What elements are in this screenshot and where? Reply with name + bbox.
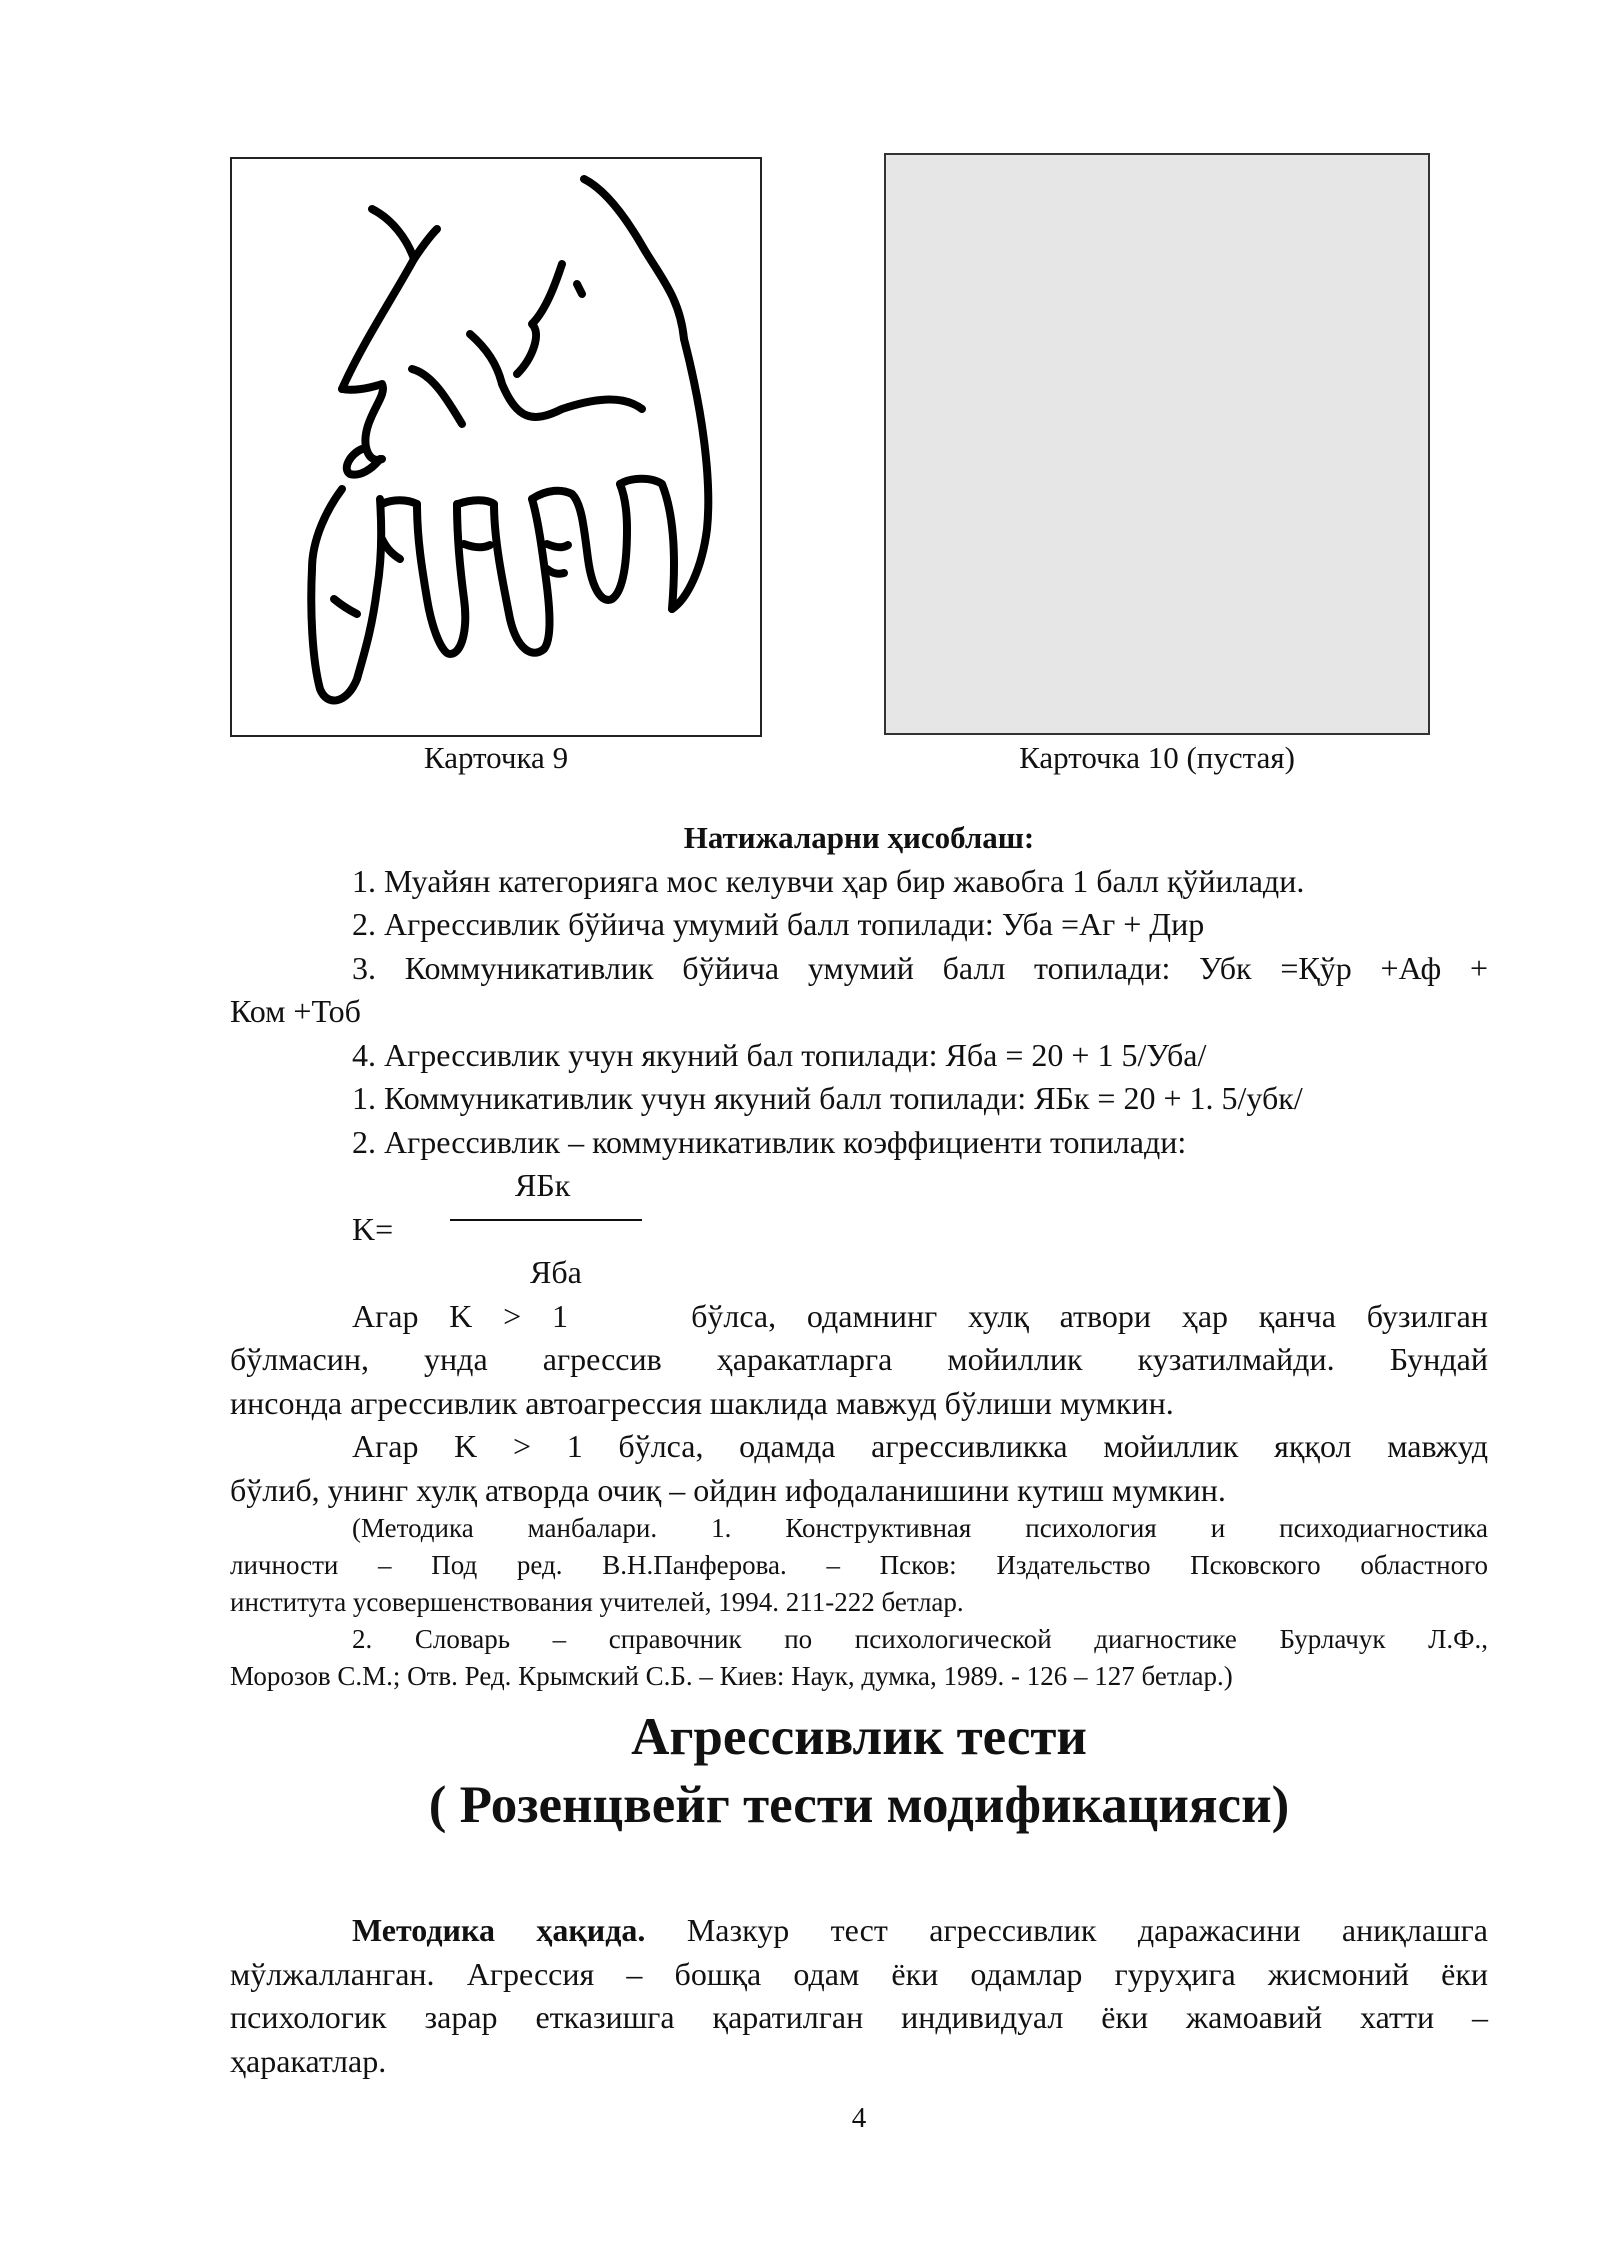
para1-line-1: Агар K > 1 бўлса, одамнинг хулқ атвори ҳар қанча бузилган [352,1297,1488,1334]
results-item-5: 1. Коммуникативлик учун якуний балл топилади: ЯБк = 20 + 1. 5/убк/ [352,1080,1303,1116]
results-section [230,816,1488,1512]
formula-denominator: Яба [530,1254,582,1290]
section-title [230,1703,1488,1839]
method-line-3: психологик зарар етказишга қаратилган индивидуал ёки жамоавий хатти – [230,1999,1488,2035]
results-item-4: 4. Агрессивлик учун якуний бал топилади: Яба = 20 + 1 5/Уба/ [352,1036,1207,1073]
method-line-1-text: Мазкур тест агрессивлик даражасини аниқлашга [645,1912,1488,1948]
reference-line-4: 2. Словарь – справочник по психологической диагностике Бурлачук Л.Ф., [352,1624,1488,1654]
method-label: Методика ҳақида. [352,1912,646,1948]
para2-line-2: бўлиб, унинг хулқ атворда очиқ – ойдин ифодаланишини кутиш мумкин. [230,1471,1226,1508]
section-title-line-1: Агрессивлик тести [631,1708,1087,1766]
results-item-6: 2. Агрессивлик – коммуникативлик коэффициенти топилади: [352,1123,1187,1160]
references [230,1510,1488,1695]
page-number: 4 [851,2102,867,2134]
fraction-bar [450,1219,642,1221]
para2-line-1: Агар K > 1 бўлса, одамда агрессивликка мойиллик яққол мавжуд [352,1428,1488,1464]
formula-label: K= [352,1210,394,1247]
reference-line-2: личности – Под ред. В.Н.Панферова. – Псков: Издательство Псковского областного [230,1550,1488,1580]
para1-line-2: бўлмасин, унда агрессив ҳаракатларга мойиллик кузатилмайди. Бундай [230,1341,1488,1377]
method-section [230,1909,1488,2083]
card-9-caption: Карточка 9 [423,740,569,775]
reference-line-1: (Методика манбалари. 1. Конструктивная психология и психодиагностика [352,1513,1488,1543]
para1-line-3: инсонда агрессивлик автоагрессия шаклида мавжуд бўлиши мумкин. [230,1384,1174,1421]
results-item-1: 1. Муайян категорияга мос келувчи ҳар бир жавобга 1 балл қўйилади. [352,862,1305,899]
results-item-3: 3. Коммуникативлик бўйича умумий балл топилади: Убк =Қўр +Аф + [352,949,1488,986]
card-10-caption: Карточка 10 (пустая) [1019,740,1295,775]
method-line-1 [230,1909,1488,1953]
reference-line-5: Морозов С.М.; Отв. Ред. Крымский С.Б. – Киев: Наук, думка, 1989. - 126 – 127 бетлар.) [230,1661,1233,1691]
method-line-4: ҳаракатлар. [230,2042,387,2079]
section-title-line-2: ( Розенцвейг тести модификацияси) [428,1776,1290,1834]
results-heading: Натижаларни ҳисоблаш: [683,820,1035,855]
hand-drawing-icon [232,159,760,735]
card-9-image [230,157,762,737]
reference-line-3: института усовершенствования учителей, 1994. 211-222 бетлар. [230,1587,964,1617]
formula-numerator: ЯБк [515,1167,571,1203]
results-item-3-cont: Ком +Тоб [230,993,361,1029]
method-line-2: мўлжалланган. Агрессия – бошқа одам ёки одамлар гуруҳига жисмоний ёки [230,1955,1488,1992]
card-10-empty [884,153,1430,735]
results-item-2: 2. Агрессивлик бўйича умумий балл топилади: Уба =Аг + Дир [352,906,1205,942]
